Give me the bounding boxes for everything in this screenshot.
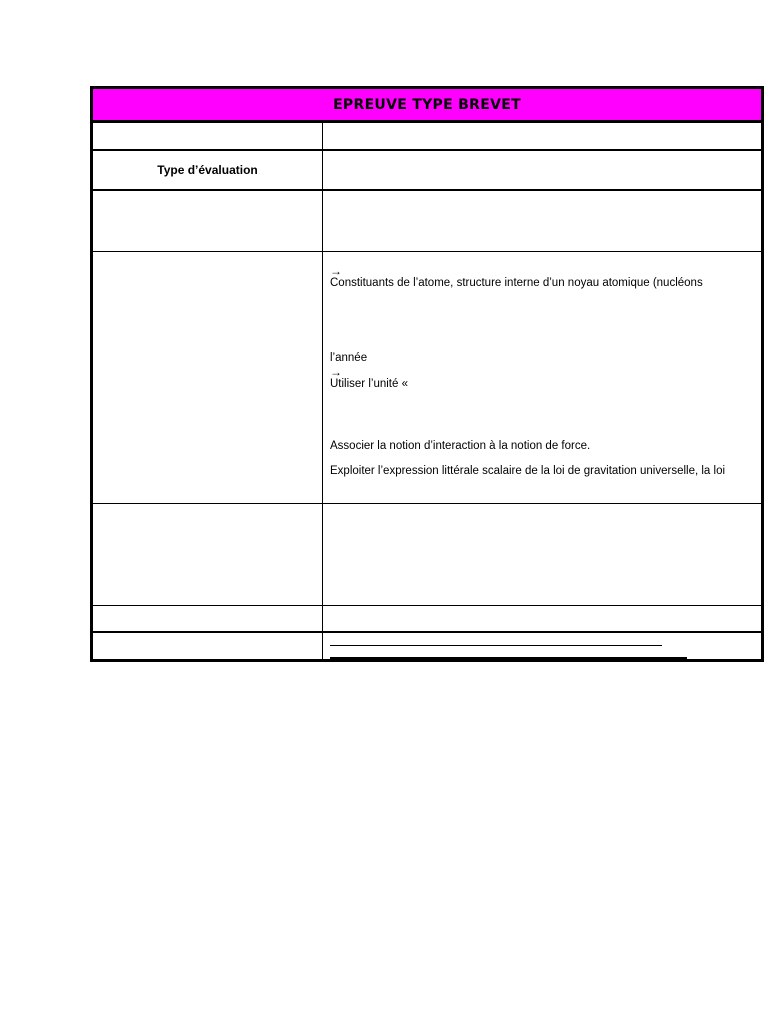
competences-cell bbox=[323, 252, 761, 503]
arrow-right-icon: → bbox=[330, 264, 342, 278]
competence-line-gravitation: Exploiter l’expression littérale scalaire de la loi de gravitation universelle, la loi bbox=[330, 465, 726, 477]
table-cell-value bbox=[323, 191, 761, 251]
table-cell-value bbox=[323, 504, 761, 605]
competence-line-year: l’année bbox=[330, 352, 368, 364]
table-cell-value bbox=[323, 606, 761, 631]
table-cell-label bbox=[93, 151, 323, 189]
table-cell-value bbox=[323, 123, 761, 149]
evaluation-table bbox=[90, 86, 764, 662]
type-evaluation-label: Type d’évaluation bbox=[157, 163, 258, 177]
table-row-blank-1 bbox=[93, 123, 761, 151]
table-row-type-evaluation bbox=[93, 151, 761, 191]
table-cell-label bbox=[93, 633, 323, 659]
table-row-blank-3 bbox=[93, 504, 761, 606]
table-row-rules bbox=[93, 633, 761, 659]
table-row-blank-2 bbox=[93, 191, 761, 252]
table-row-competences bbox=[93, 252, 761, 504]
divider-line bbox=[330, 657, 687, 659]
table-cell-label bbox=[93, 504, 323, 605]
competence-line-atom: Constituants de l’atome, structure interne d’un noyau atomique (nucléons bbox=[330, 277, 703, 289]
divider-line bbox=[330, 645, 662, 646]
table-cell-label bbox=[93, 606, 323, 631]
arrow-right-icon: → bbox=[330, 365, 342, 379]
table-cell-value bbox=[323, 151, 761, 189]
competence-line-interaction: Associer la notion d’interaction à la notion de force. bbox=[330, 440, 591, 452]
table-cell-value bbox=[323, 633, 761, 659]
page-title: EPREUVE TYPE BREVET bbox=[93, 89, 761, 123]
table-cell-label bbox=[93, 123, 323, 149]
table-row-blank-4 bbox=[93, 606, 761, 633]
table-cell-label bbox=[93, 252, 323, 503]
competence-line-unit: Utiliser l’unité « bbox=[330, 378, 408, 390]
table-cell-label bbox=[93, 191, 323, 251]
